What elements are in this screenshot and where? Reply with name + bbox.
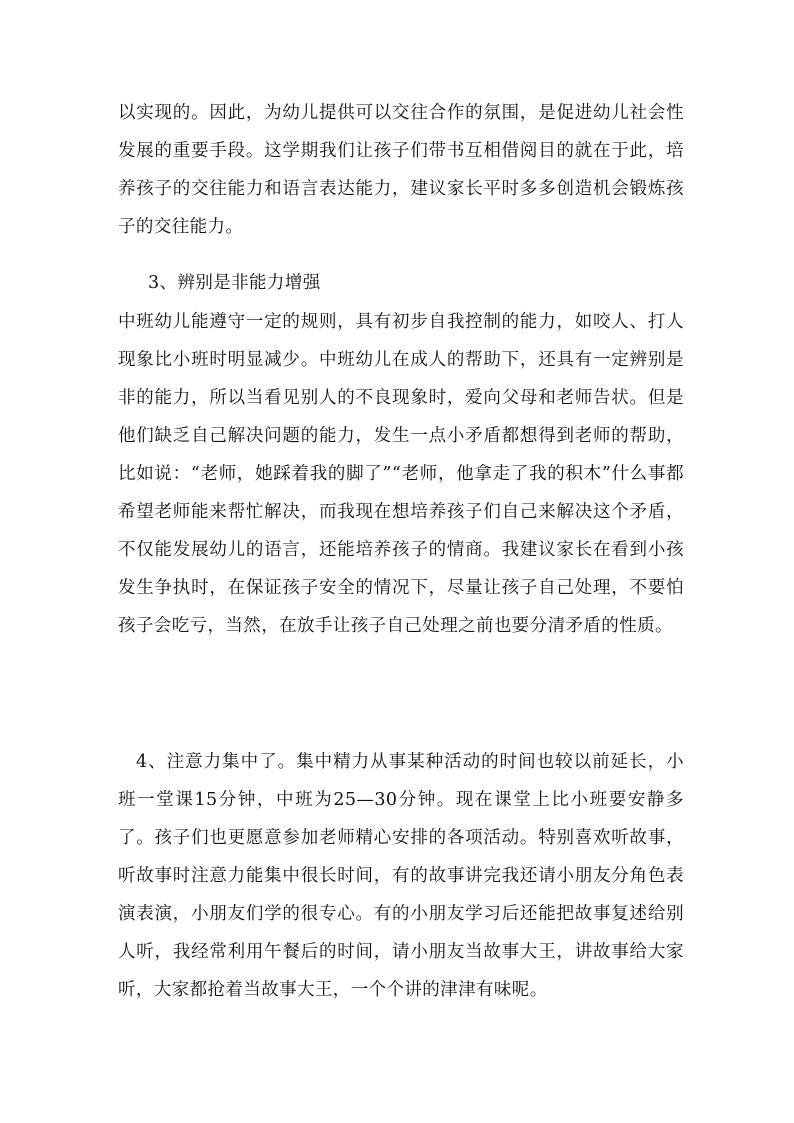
paragraph-attention: 4、注意力集中了。集中精力从事某种活动的时间也较以前延长，小班一堂课15分钟，中班为25—30分钟。现在课堂上比小班要安静多了。孩子们也更愿意参加老师精心安排的各项活动。特别喜欢听故事，听故事时注意力能集中很长时间，有的故事讲完我还请小朋友分角色表演表演，小朋友们学的很专心。有的小朋友学习后还能把故事复述给别人听，我经常利用午餐后的时间，请小朋友当故事大王，讲故事给大家听，大家都抢着当故事大王，一个个讲的津津有味呢。	[118, 752, 684, 1000]
section-heading-discernment: 3、辨别是非能力增强	[148, 273, 321, 293]
paragraph-discernment: 中班幼儿能遵守一定的规则，具有初步自我控制的能力，如咬人、打人现象比小班时明显减少。中班幼儿在成人的帮助下，还具有一定辨别是非的能力，所以当看见别人的不良现象时，爱向父母和老师告状。但是他们缺乏自己解决问题的能力，发生一点小矛盾都想得到老师的帮助，比如说：“老师，她踩着我的脚了”“老师，他拿走了我的积木”什么事都希望老师能来帮忙解决，而我现在想培养孩子们自己来解决这个矛盾，不仅能发展幼儿的语言，还能培养孩子的情商。我建议家长在看到小孩发生争执时，在保证孩子安全的情况下，尽量让孩子自己处理，不要怕孩子会吃亏，当然，在放手让孩子自己处理之前也要分清矛盾的性质。	[118, 312, 684, 636]
paragraph-social-development: 以实现的。因此，为幼儿提供可以交往合作的氛围，是促进幼儿社会性发展的重要手段。这学期我们让孩子们带书互相借阅目的就在于此，培养孩子的交往能力和语言表达能力，建议家长平时多多创造机会锻炼孩子的交往能力。	[118, 103, 684, 237]
